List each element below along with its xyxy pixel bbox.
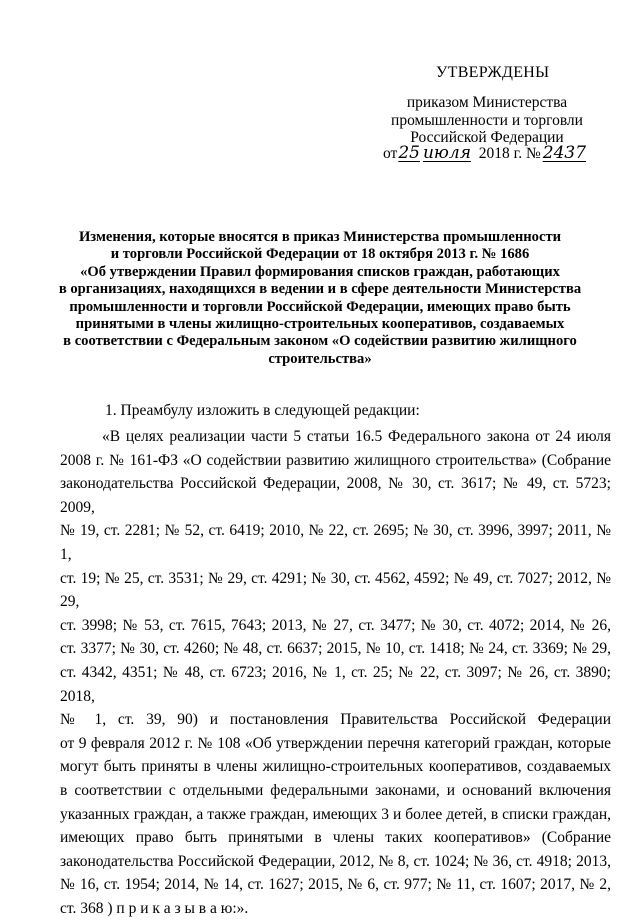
- preamble-text: [60, 425, 611, 920]
- body-line: ст. 3377; № 30, ст. 4260; № 48, ст. 6637; 2015, № 10, ст. 1418; № 24, ст. 3369; № 29,: [60, 640, 611, 658]
- approval-order-line-3: Российской Федерации: [410, 129, 564, 146]
- item-1-heading: 1. Преамбулу изложить в следующей редакции:: [105, 402, 420, 419]
- handwritten-order-number: 2437: [542, 143, 587, 163]
- title-line: в организациях, находящихся в ведении и в сфере деятельности Министерства: [58, 281, 582, 298]
- approval-date-row: [383, 143, 586, 163]
- handwritten-day: 25: [398, 143, 420, 163]
- body-line: указанных граждан, а также граждан, имеющих 3 и более детей, в списки граждан,: [60, 805, 611, 823]
- body-line: в соответствии с отдельными федеральными законами, и оснований включения: [60, 781, 611, 799]
- body-line: № 16, ст. 1954; 2014, № 14, ст. 1627; 2015, № 6, ст. 977; № 11, ст. 1607; 2017, № 2,: [60, 876, 611, 894]
- title-line: в соответствии с Федеральным законом «О содействии развитию жилищного: [63, 333, 577, 350]
- body-line: могут быть приняты в члены жилищно-строительных кооперативов, создаваемых: [60, 758, 611, 776]
- approved-heading: УТВЕРЖДЕНЫ: [436, 64, 550, 81]
- title-line: промышленности и торговли Российской Федерации, имеющих право быть: [69, 298, 571, 315]
- body-line: ст. 368 ) п р и к а з ы в а ю:».: [60, 899, 249, 917]
- body-line: имеющих право быть принятыми в члены таких кооперативов» (Собрание: [60, 829, 611, 847]
- title-line: Изменения, которые вносятся в приказ Министерства промышленности: [78, 229, 562, 245]
- body-line: ст. 4342, 4351; № 48, ст. 6723; 2016, № 1, ст. 25; № 22, ст. 3097; № 26, ст. 3890; 2018,: [60, 663, 611, 705]
- document-title: [40, 229, 600, 368]
- body-line: «В целях реализации части 5 статьи 16.5 Федерального закона от 24 июля: [102, 428, 611, 445]
- title-line: «Об утверждении Правил формирования списков граждан, работающих: [80, 263, 560, 280]
- title-line: принятыми в члены жилищно-строительных кооперативов, создаваемых: [75, 316, 565, 333]
- approval-order-line-2: промышленности и торговли: [391, 112, 583, 129]
- title-line: и торговли Российской Федерации от 18 октября 2013 г. № 1686: [110, 246, 530, 263]
- body-line: ст. 3998; № 53, ст. 7615, 7643; 2013, № 27, ст. 3477; № 30, ст. 4072; 2014, № 26,: [60, 616, 611, 634]
- body-line: от 9 февраля 2012 г. № 108 «Об утверждении перечня категорий граждан, которые: [60, 734, 611, 752]
- body-line: 2008 г. № 161-ФЗ «О содействии развитию жилищного строительства» (Собрание: [60, 451, 611, 469]
- body-line: ст. 19; № 25, ст. 3531; № 29, ст. 4291; № 30, ст. 4562, 4592; № 49, ст. 7027; 2012, № 29,: [60, 569, 611, 611]
- date-year: 2018 г. №: [478, 145, 541, 162]
- body-line: законодательства Российской Федерации, 2012, № 8, ст. 1024; № 36, ст. 4918; 2013,: [60, 852, 611, 870]
- date-prefix: от: [383, 145, 398, 162]
- body-line: № 19, ст. 2281; № 52, ст. 6419; 2010, № 22, ст. 2695; № 30, ст. 3996, 3997; 2011, № 1,: [60, 522, 611, 563]
- body-line: законодательства Российской Федерации, 2008, № 30, ст. 3617; № 49, ст. 5723; 2009,: [60, 475, 611, 516]
- handwritten-month: июля: [422, 143, 471, 163]
- title-line: строительства»: [268, 350, 372, 367]
- approval-order-line-1: приказом Министерства: [406, 94, 568, 111]
- body-line: № 1, ст. 39, 90) и постановления Правительства Российской Федерации: [60, 711, 611, 729]
